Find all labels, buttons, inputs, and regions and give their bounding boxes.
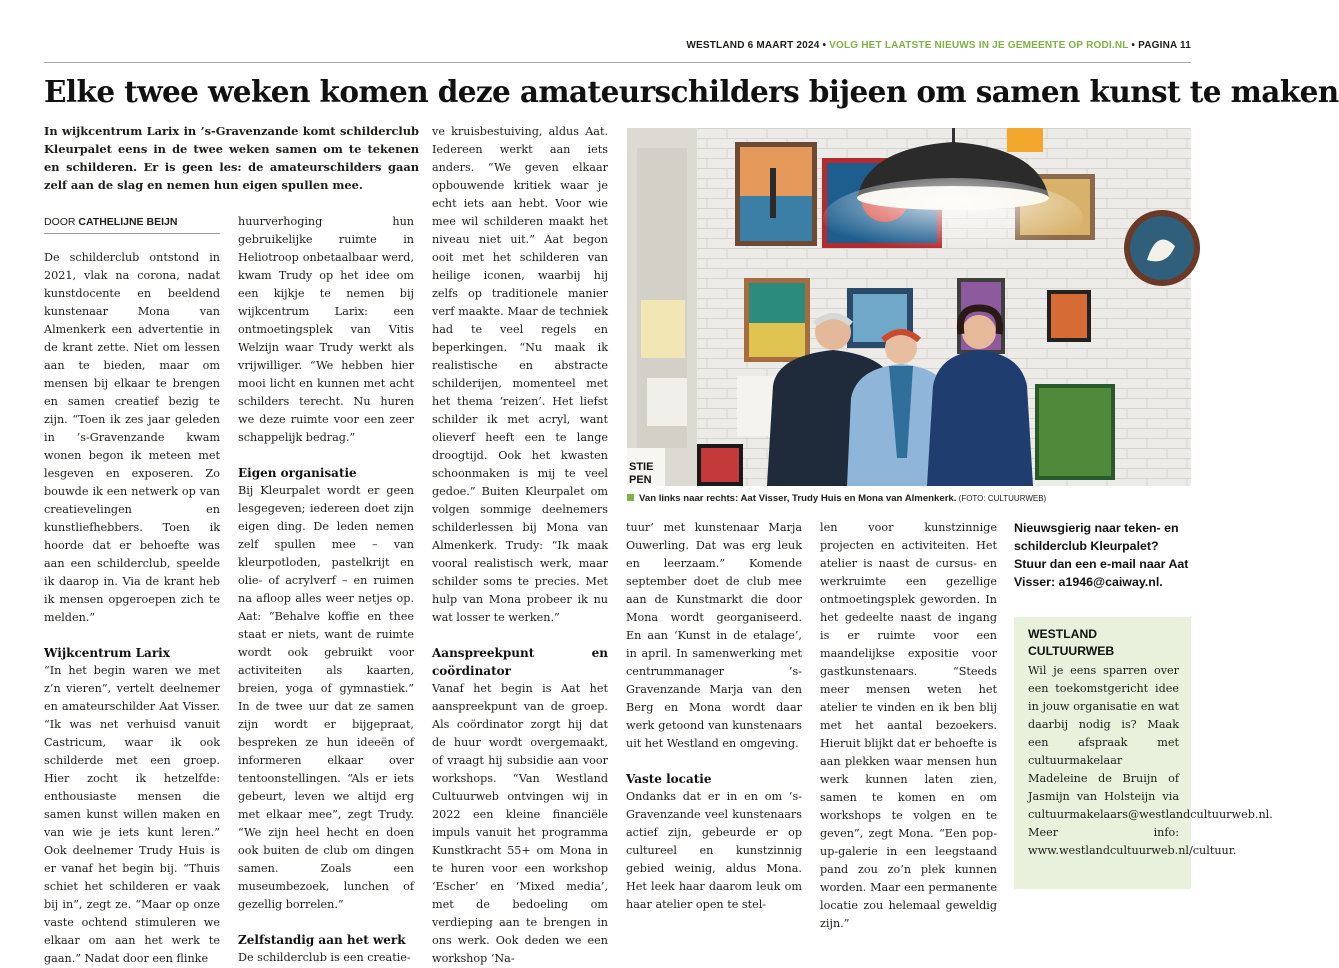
- column-1: [44, 249, 220, 968]
- box-title: WESTLAND CULTUURWEB: [1028, 627, 1115, 658]
- col4-paragraph-1: tuur’ met kunstenaar Marja Ouwerling. Dat was erg leuk en leerzaam.” Komende september doet de club mee aan de Kunstmarkt die door Mona wordt georganiseerd. En aan ‘Kunst in de etalage’, in april. In samenwerking met centrummanager ’s-Gravenzande Marja van den Berg en Mona wordt daar werk getoond van kunstenaars uit het Westland en omgeving.: [626, 521, 802, 750]
- header-edition: WESTLAND 6 MAART 2024 •: [686, 40, 830, 51]
- col1-subhead-larix: Wijkcentrum Larix: [44, 646, 170, 660]
- col2-subhead-organisatie: Eigen organisatie: [238, 466, 357, 480]
- col4-subhead-locatie: Vaste locatie: [626, 772, 712, 786]
- col5-paragraph-1: len voor kunstzinnige projecten en activiteiten. Het atelier is naast de cursus- en werkruimte een gezellige ontmoetingsplek geworden. In het gedeelte naast de ingang is er ruimte voor een maandelijkse expositie voor gastkunstenaars. “Steeds meer mensen weten het atelier te vinden en ik ben blij met het aantal bezoekers. Hieruit blijkt dat er behoefte is aan plekken waar mensen hun werk kunnen laten zien, samen te komen en om workshops te volgen en te geven”, zegt Mona. “Een pop-up-galerie in een leegstaand pand zou zo’n plek kunnen worden. Maar een permanente locatie zou helemaal geweldig zijn.”: [820, 521, 997, 930]
- headline: Elke twee weken komen deze amateurschilders bijeen om samen kunst te maken: [44, 74, 1339, 109]
- header-rodi-link[interactable]: VOLG HET LAATSTE NIEUWS IN JE GEMEENTE OP RODI.NL: [829, 40, 1129, 51]
- photo-illustration: [627, 128, 1191, 486]
- page-header: [44, 40, 1191, 51]
- caption-credit: (FOTO: CULTUURWEB): [956, 494, 1047, 503]
- photo-caption: [627, 492, 1191, 506]
- col1-paragraph-1: De schilderclub ontstond in 2021, vlak na corona, nadat kunstdocente en beeldend kunstenaar Mona van Almenkerk een advertentie in de krant zette. Niet om lessen aan te bieden, maar om mensen bij elkaar te brengen en samen creatief bezig te zijn. “Toen ik zes jaar geleden in ’s-Gravenzande kwam wonen begon ik meteen met lesgeven en exposeren. Zo bouwde ik een netwerk op van creatievelingen en kunstliefhebbers. Toen ik hoorde dat er behoefte was aan een schilderclub, speelde ik daarop in. Via de krant heb ik mensen opgeroepen zich te melden.”: [44, 251, 220, 624]
- column-2: [238, 213, 414, 967]
- col2-paragraph-2: Bij Kleurpalet wordt er geen lesgegeven; iedereen doet zijn eigen ding. De leden nemen zelf spullen mee – van kleurpotloden, pastelkrijt en olie- of acrylverf – en ruimen na afloop alles weer netjes op. Aat: “Behalve koffie en thee staat er niets, want de ruimte wordt ook gebruikt voor activiteiten als kaarten, breien, yoga of gymnastiek.” In de twee uur dat ze samen zijn wordt er bijgepraat, bespreken ze hun ideeën of informeren elkaar over tentoonstellingen. “Als er iets gebeurt, leven we altijd erg met elkaar mee”, zegt Trudy. “We zijn heel hecht en doen ook buiten de club om dingen samen. Zoals een museumbezoek, lunchen of gezellig borrelen.”: [238, 484, 414, 911]
- caption-marker-icon: [627, 494, 634, 501]
- col2-subhead-zelfstandig: Zelfstandig aan het werk: [238, 933, 406, 947]
- byline-prefix: DOOR: [44, 216, 79, 228]
- col3-paragraph-1: ve kruisbestuiving, aldus Aat. Iedereen werkt aan iets anders. “We geven elkaar opbouwende kritiek waar je echt iets aan hebt. Voor wie mee wil schilderen maakt het niveau niet uit.” Aat begon ooit met het schilderen van heilige iconen, waarbij hij zelfs op traditionele manier verf maakte. Maar de techniek had te veel regels en beperkingen. “Nu maak ik realistische en abstracte schilderijen, momenteel met het thema ‘reizen’. Het liefst schilder ik met acryl, want olieverf heeft een te lange droogtijd. Ook het kwasten schoonmaken is mij te veel gedoe.” Buiten Kleurpalet om volgen sommige deelnemers schilderlessen bij Mona van Almenkerk. Trudy: “Ik maak vooral realistisch werk, maar schilder soms te precies. Met hulp van Mona probeer ik nu wat losser te werken.”: [432, 125, 608, 624]
- box-text: Wil je eens sparren over een toekomstgericht idee in jouw organisatie en wat daarbij nodig is? Maak een afspraak met cultuurmakelaar Madeleine de Bruijn of Jasmijn van Holsteijn via cultuurmakelaars@westlandcultuurweb.nl. Meer info: www.westlandcultuurweb.nl/cultuur.: [1028, 664, 1273, 857]
- col3-paragraph-2: Vanaf het begin is Aat het aanspreekpunt van de groep. Als coördinator zorgt hij dat de huur wordt overgemaakt, of vraagt hij subsidie aan voor workshops. “Van Westland Cultuurweb ontvingen wij in 2022 een kleine financiële impuls vanuit het programma Kunstkracht 55+ om Mona in te huren voor een workshop ‘Escher’ en ‘Mixed media’, met de bedoeling om verdieping aan te brengen in ons werk. Ook deden we een workshop ‘Na-: [432, 682, 608, 965]
- photo-sign-text-1: STIE: [629, 461, 654, 473]
- col3-subhead-aanspreekpunt: Aanspreekpunt en coördinator: [432, 646, 608, 678]
- photo-sign-text-2: PEN: [629, 474, 652, 486]
- header-rule: [44, 62, 1191, 63]
- column-3: [432, 123, 608, 968]
- caption-text: Van links naar rechts: Aat Visser, Trudy Huis en Mona van Almenkerk.: [639, 493, 957, 504]
- col2-paragraph-1: huurverhoging hun gebruikelijke ruimte in Heliotroop onbetaalbaar werd, kwam Trudy op het idee om een kijkje te nemen bij wijkcentrum Larix: een ontmoetingsplek van Vitis Welzijn waar Trudy werkt als vrijwilliger. “We hebben hier mooi licht en kunnen met acht schilders terecht. Nu huren we deze ruimte voor een zeer schappelijk bedrag.”: [238, 215, 414, 444]
- cultuurweb-box: [1014, 617, 1273, 889]
- column-5: [820, 519, 997, 933]
- byline: [44, 214, 220, 234]
- byline-author: CATHELIJNE BEIJN: [78, 216, 178, 228]
- aside-contact: Nieuwsgierig naar teken- en schilderclub Kleurpalet? Stuur dan een e-mail naar Aat Visser: a1946@caiway.nl.: [1014, 521, 1189, 589]
- header-page-number: • PAGINA 11: [1128, 40, 1191, 51]
- column-4: [626, 519, 802, 914]
- col1-paragraph-2: “In het begin waren we met z’n vieren”, vertelt deelnemer en amateurschilder Aat Visser. “Ik was net verhuisd vanuit Castricum, waar ik ook schilderde met een groep. Hier zocht ik hetzelfde: enthousiaste mensen die samen kunst willen maken en van wie je iets kunt leren.” Ook deelnemer Trudy Huis is er vanaf het begin bij. “Thuis schiet het schilderen er vaak bij in”, zegt ze. “Maar op onze vaste ochtend stimuleren we elkaar om aan het werk te gaan.” Nadat door een flinke: [44, 664, 220, 965]
- article-photo: [627, 128, 1191, 486]
- col2-paragraph-3: De schilderclub is een creatie-: [238, 951, 411, 964]
- intro: In wijkcentrum Larix in ’s-Gravenzande komt schilderclub Kleurpalet eens in de twee weken samen om te tekenen en schilderen. Er is geen les: de amateurschilders gaan zelf aan de slag en nemen hun eigen spullen mee.: [44, 124, 419, 192]
- col4-paragraph-2: Ondanks dat er in en om ’s-Gravenzande veel kunstenaars actief zijn, gebeurde er op cultureel en kunstzinnig gebied weinig, aldus Mona. Het leek haar daarom leuk om haar atelier open te stel-: [626, 790, 802, 911]
